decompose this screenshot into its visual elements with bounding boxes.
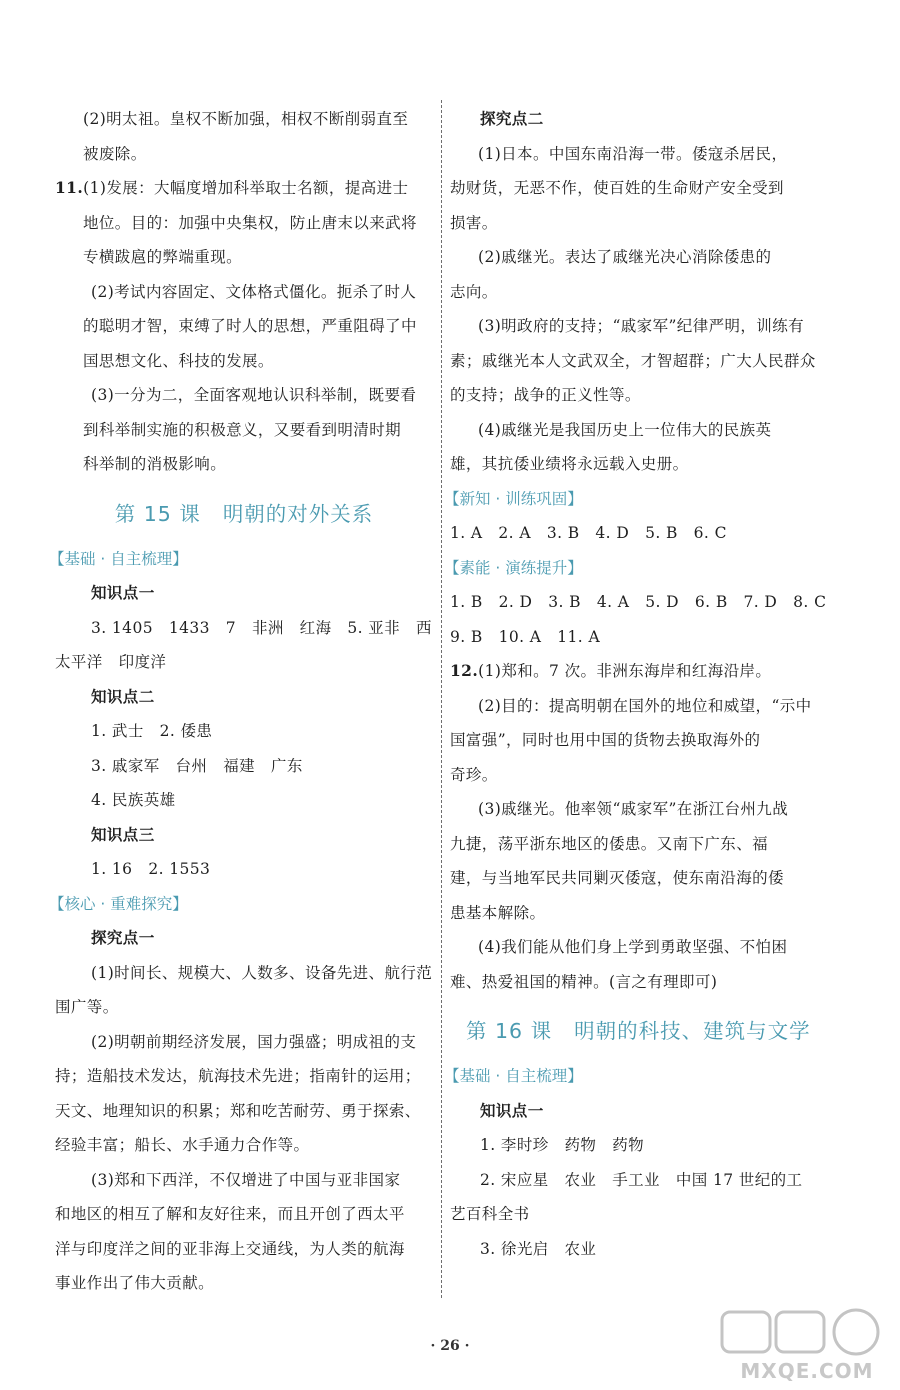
knowledge-point-1: 知识点一 (480, 1100, 544, 1120)
column-divider (441, 100, 442, 1298)
lesson-number: 第 16 课 (466, 1019, 553, 1043)
ex1-3-line: 事业作出了伟大贡献。 (55, 1274, 215, 1292)
q12-3-line: 患基本解除。 (450, 903, 546, 922)
explore-point-1: 探究点一 (91, 928, 155, 947)
q12-2-line: (2)目的：提高明朝在国外的地位和威望，“示中 (478, 696, 812, 715)
page-number: · 26 · (430, 1338, 470, 1354)
skill-answers: 1. B 2. D 3. B 4. A 5. D 6. B 7. D 8. C (450, 593, 827, 611)
lesson-number: 第 15 课 (114, 501, 201, 526)
question-number: 11. (55, 178, 84, 197)
q12-3-line: (3)戚继光。他率领“戚家军”在浙江台州九战 (478, 800, 789, 818)
svg-text:MXQE.COM: MXQE.COM (740, 1359, 874, 1383)
kp2-answers: 3. 戚家军 台州 福建 广东 (91, 756, 303, 775)
ex2-2-line: (2)戚继光。表达了戚继光决心消除倭患的 (478, 248, 772, 266)
q10-2-line: 被废除。 (83, 144, 147, 163)
q12-3-line: 九捷，荡平浙东地区的倭患。又南下广东、福 (450, 834, 769, 853)
kp1-answers: 2. 宋应星 农业 手工业 中国 17 世纪的工 (480, 1170, 803, 1189)
explore-point-2: 探究点二 (480, 109, 544, 128)
q10-2-line: (2)明太祖。皇权不断加强，相权不断削弱直至 (83, 110, 409, 128)
q11-3-line: 到科举制实施的积极意义，又要看到明清时期 (83, 420, 402, 439)
section-new: 【新知 · 训练巩固】 (444, 489, 583, 508)
q11-line (55, 171, 433, 206)
ex1-2-line: 天文、地理知识的积累；郑和吃苦耐劳、勇于探索、 (55, 1101, 421, 1120)
lesson-name: 明朝的对外关系 (222, 501, 374, 526)
kp2-answers: 1. 武士 2. 倭患 (91, 722, 213, 740)
section-basic: 【基础 · 自主梳理】 (444, 1067, 583, 1085)
q12-2-line: 奇珍。 (450, 765, 498, 784)
ex1-1-line: (1)时间长、规模大、人数多、设备先进、航行范 (91, 963, 433, 982)
knowledge-point-3: 知识点三 (91, 824, 155, 844)
lesson-name: 明朝的科技、建筑与文学 (574, 1019, 811, 1043)
right-column (444, 102, 832, 1266)
watermark-logo (718, 1306, 896, 1386)
q11-1-line: 专横跋扈的弊端重现。 (83, 248, 243, 266)
ex1-3-line: (3)郑和下西洋，不仅增进了中国与亚非国家 (91, 1170, 401, 1189)
q11-3-line: (3)一分为二，全面客观地认识科举制，既要看 (91, 386, 417, 404)
ex1-2-line: (2)明朝前期经济发展，国力强盛；明成祖的支 (91, 1032, 417, 1051)
ex2-3-line: (3)明政府的支持；“戚家军”纪律严明，训练有 (478, 317, 805, 335)
q11-2-line: 国思想文化、科技的发展。 (83, 351, 274, 370)
lesson-15-title (55, 496, 433, 532)
kp1-answers: 艺百科全书 (450, 1205, 530, 1223)
ex2-2-line: 志向。 (450, 282, 498, 301)
kp1-answers: 3. 1405 1433 7 非洲 红海 5. 亚非 西 (91, 618, 432, 637)
lesson-16-title (450, 1013, 832, 1049)
q12-4-line: (4)我们能从他们身上学到勇敢坚强、不怕困 (478, 938, 788, 956)
ex1-1-line: 围广等。 (55, 998, 119, 1016)
ex2-4-line: (4)戚继光是我国历史上一位伟大的民族英 (478, 420, 772, 439)
q12-4-line: 难、热爱祖国的精神。(言之有理即可) (450, 972, 718, 991)
q12-1-text: (1)郑和。7 次。非洲东海岸和红海沿岸。 (478, 662, 772, 680)
ex2-4-line: 雄，其抗倭业绩将永远载入史册。 (450, 455, 689, 473)
q12-2-line: 国富强”，同时也用中国的货物去换取海外的 (450, 731, 761, 749)
section-core: 【核心 · 重难探究】 (49, 894, 188, 913)
section-skill: 【素能 · 演练提升】 (444, 558, 583, 577)
kp2-answers: 4. 民族英雄 (91, 791, 176, 809)
q12-3-line: 建，与当地军民共同剿灭倭寇，使东南沿海的倭 (450, 869, 784, 887)
ex1-2-line: 持；造船技术发达，航海技术先进；指南针的运用； (55, 1067, 421, 1085)
kp1-answers: 3. 徐光启 农业 (480, 1239, 597, 1258)
question-number: 12. (450, 661, 479, 680)
kp1-answers: 太平洋 印度洋 (55, 653, 167, 671)
ex2-1-line: (1)日本。中国东南沿海一带。倭寇杀居民， (478, 144, 788, 163)
q12-line (450, 654, 832, 689)
kp1-answers: 1. 李时珍 药物 药物 (480, 1136, 645, 1154)
knowledge-point-1: 知识点一 (91, 583, 155, 602)
section-basic: 【基础 · 自主梳理】 (49, 549, 188, 568)
ex2-1-line: 损害。 (450, 213, 498, 232)
new-answers: 1. A 2. A 3. B 4. D 5. B 6. C (450, 524, 727, 542)
ex1-2-line: 经验丰富；船长、水手通力合作等。 (55, 1136, 310, 1154)
skill-answers: 9. B 10. A 11. A (450, 627, 601, 646)
q11-3-line: 科举制的消极影响。 (83, 455, 227, 473)
ex2-1-line: 劫财货，无恶不作，使百姓的生命财产安全受到 (450, 179, 784, 197)
kp3-answers: 1. 16 2. 1553 (91, 860, 211, 878)
q11-2-line: (2)考试内容固定、文体格式僵化。扼杀了时人 (91, 282, 417, 301)
q11-2-line: 的聪明才智，束缚了时人的思想，严重阻碍了中 (83, 317, 417, 335)
q11-1-text: (1)发展：大幅度增加科举取士名额，提高进士 (83, 179, 409, 197)
ex1-3-line: 和地区的相互了解和友好往来，而且开创了西太平 (55, 1205, 405, 1223)
ex2-3-line: 素；戚继光本人文武双全，才智超群；广大人民群众 (450, 351, 816, 370)
left-column (49, 102, 433, 1301)
ex1-3-line: 洋与印度洋之间的亚非海上交通线，为人类的航海 (55, 1239, 405, 1258)
ex2-3-line: 的支持；战争的正义性等。 (450, 386, 641, 404)
q11-1-line: 地位。目的：加强中央集权，防止唐末以来武将 (83, 213, 417, 232)
knowledge-point-2: 知识点二 (91, 686, 155, 706)
